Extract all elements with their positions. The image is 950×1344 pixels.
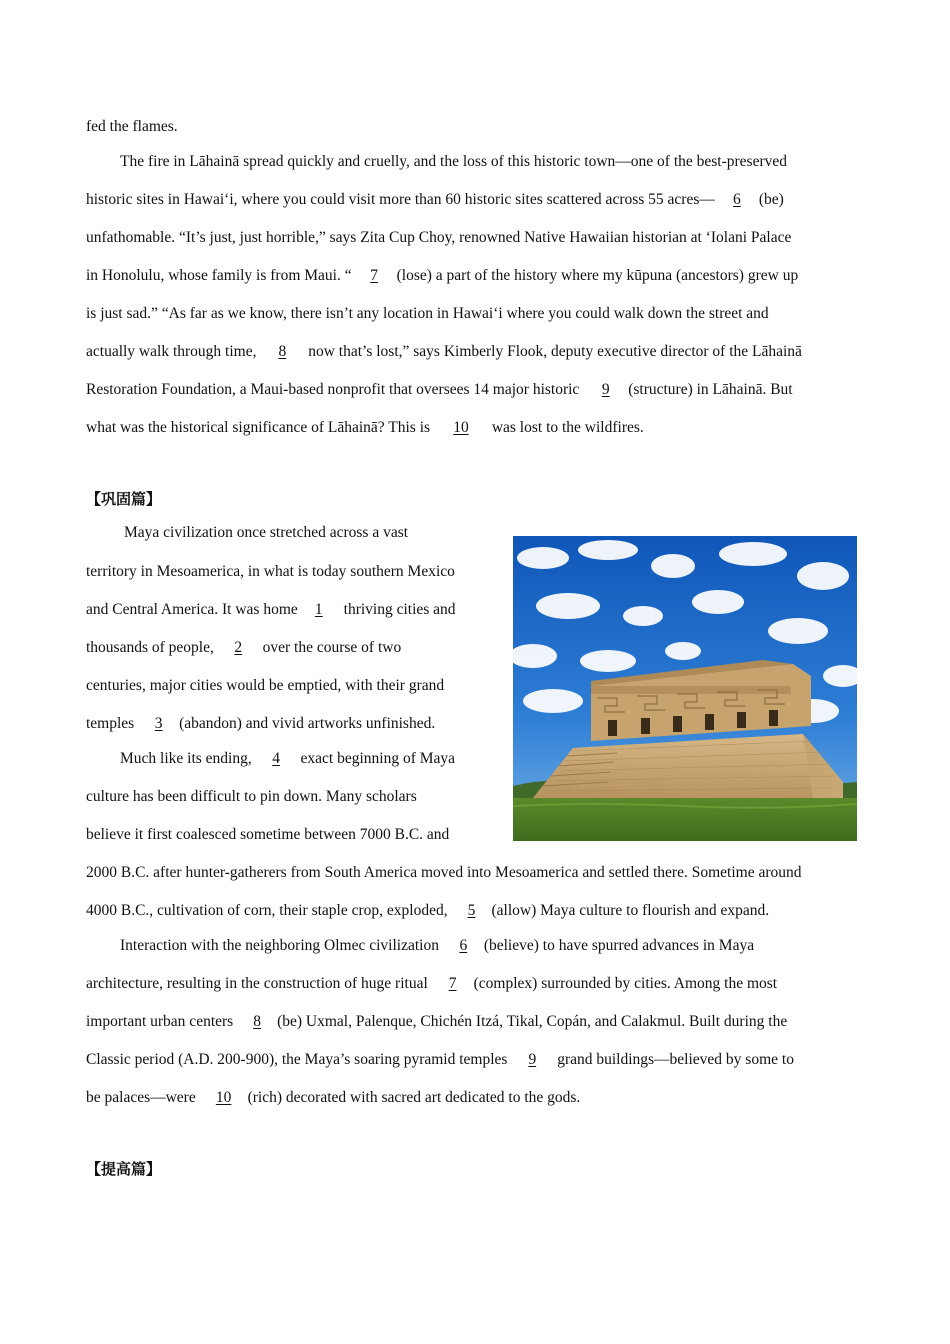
paragraph-line <box>86 342 802 362</box>
paragraph-line <box>86 418 644 438</box>
paragraph-line <box>86 562 455 582</box>
paragraph-line <box>124 523 408 543</box>
text: (be) <box>758 191 784 208</box>
paragraph-line <box>86 266 798 286</box>
blank-7: 7 <box>448 975 457 992</box>
text: 2000 B.C. after hunter-gatherers from South America moved into Mesoamerica and settled there. Sometime around <box>86 864 802 881</box>
text: actually walk through time, <box>86 343 257 360</box>
text: thriving cities and <box>343 601 456 618</box>
blank-10: 10 <box>215 1089 232 1106</box>
text: architecture, resulting in the construction of huge ritual <box>86 975 428 992</box>
text: what was the historical significance of Lāhainā? This is <box>86 419 431 436</box>
paragraph-line <box>86 787 417 807</box>
paragraph-line <box>86 825 449 845</box>
text: (lose) a part of the history where my kūpuna (ancestors) grew up <box>396 267 799 284</box>
text: centuries, major cities would be emptied, with their grand <box>86 677 445 694</box>
blank-2: 2 <box>234 639 243 656</box>
paragraph-line <box>86 676 444 696</box>
text: (abandon) and vivid artworks unfinished. <box>179 715 436 732</box>
paragraph-line <box>120 152 787 172</box>
blank-9: 9 <box>528 1051 537 1068</box>
blank-10: 10 <box>453 419 469 436</box>
blank-6: 6 <box>459 937 468 954</box>
text: believe it first coalesced sometime between 7000 B.C. and <box>86 826 450 843</box>
text: important urban centers <box>86 1013 234 1030</box>
paragraph-line <box>86 380 793 400</box>
section-heading: 【巩固篇】 <box>86 490 162 508</box>
text: Maya civilization once stretched across a vast <box>124 524 409 541</box>
text: grand buildings—believed by some to <box>557 1051 794 1068</box>
blank-8: 8 <box>278 343 287 360</box>
text: (allow) Maya culture to flourish and expand. <box>491 902 770 919</box>
text: Classic period (A.D. 200-900), the Maya’s soaring pyramid temples <box>86 1051 508 1068</box>
text: (believe) to have spurred advances in Maya <box>483 937 755 954</box>
text: was lost to the wildfires. <box>491 419 644 436</box>
paragraph-line <box>86 901 769 921</box>
text: The fire in Lāhainā spread quickly and cruelly, and the loss of this historic town—one of the best-preserved <box>120 153 788 170</box>
paragraph-line <box>86 638 401 658</box>
paragraph-line <box>86 117 178 137</box>
text: Restoration Foundation, a Maui-based nonprofit that oversees 14 major historic <box>86 381 580 398</box>
paragraph-line <box>86 190 784 210</box>
text: 4000 B.C., cultivation of corn, their staple crop, exploded, <box>86 902 448 919</box>
paragraph-line <box>86 974 777 994</box>
text: unfathomable. “It’s just, just horrible,” says Zita Cup Choy, renowned Native Hawaiian historian at ‘Iolani Palace <box>86 229 792 246</box>
blank-8: 8 <box>253 1013 261 1030</box>
text: and Central America. It was home <box>86 601 298 618</box>
text: territory in Mesoamerica, in what is today southern Mexico <box>86 563 455 580</box>
text: now that’s lost,” says Kimberly Flook, deputy executive director of the Lāhainā <box>308 343 802 360</box>
text: temples <box>86 715 135 732</box>
text: (be) Uxmal, Palenque, Chichén Itzá, Tikal, Copán, and Calakmul. Built during the <box>277 1013 788 1030</box>
blank-7: 7 <box>370 267 378 284</box>
paragraph-line <box>86 863 802 883</box>
text: fed the flames. <box>86 118 178 135</box>
paragraph-line <box>86 1050 794 1070</box>
text: (complex) surrounded by cities. Among the most <box>473 975 778 992</box>
blank-1: 1 <box>314 601 323 618</box>
text: in Honolulu, whose family is from Maui. “ <box>86 267 352 284</box>
text: exact beginning of Maya <box>300 750 456 767</box>
blank-6: 6 <box>733 191 741 208</box>
text: culture has been difficult to pin down. Many scholars <box>86 788 417 805</box>
paragraph-line <box>86 228 791 248</box>
blank-9: 9 <box>601 381 610 398</box>
text: Interaction with the neighboring Olmec civilization <box>120 937 439 954</box>
blank-5: 5 <box>467 902 476 919</box>
paragraph-line <box>86 600 456 620</box>
paragraph-line <box>86 714 435 734</box>
text: (structure) in Lāhainā. But <box>628 381 793 398</box>
text: (rich) decorated with sacred art dedicated to the gods. <box>247 1089 581 1106</box>
paragraph-line <box>86 1012 787 1032</box>
blank-4: 4 <box>272 750 280 767</box>
maya-palace-photo <box>513 536 857 841</box>
text: historic sites in Hawai‘i, where you could visit more than 60 historic sites scattered across 55 acres— <box>86 191 715 208</box>
text: Much like its ending, <box>120 750 252 767</box>
paragraph-line <box>120 936 754 956</box>
text: be palaces—were <box>86 1089 196 1106</box>
text: over the course of two <box>262 639 402 656</box>
paragraph-line <box>86 1088 580 1108</box>
blank-3: 3 <box>154 715 163 732</box>
text: thousands of people, <box>86 639 214 656</box>
section-heading: 【提高篇】 <box>86 1160 162 1178</box>
paragraph-line <box>120 749 455 769</box>
text: is just sad.” “As far as we know, there isn’t any location in Hawai‘i where you could walk down the street and <box>86 305 769 322</box>
paragraph-line <box>86 304 769 324</box>
